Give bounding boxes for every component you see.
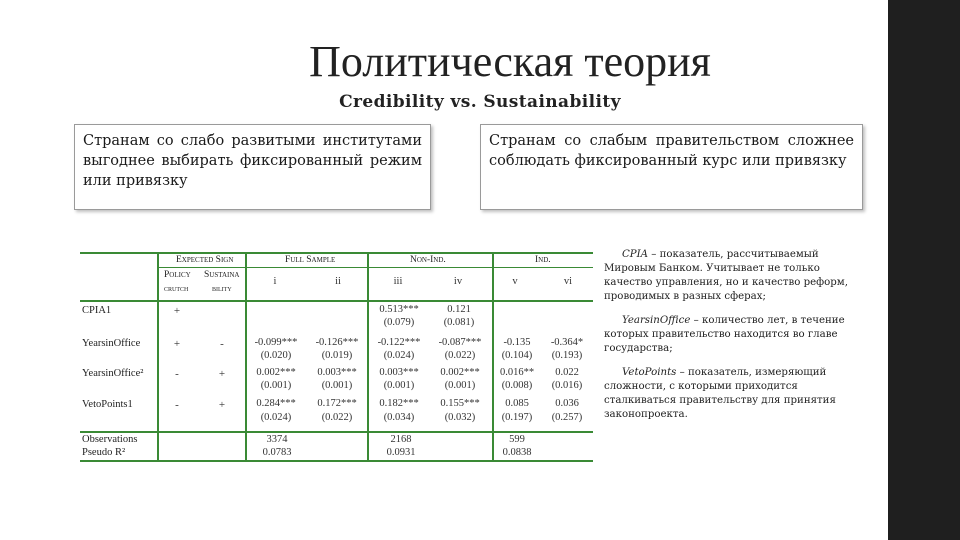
col-rule-1 <box>157 252 159 462</box>
se-cell: (0.020) <box>260 350 292 361</box>
sign-sustainability: + <box>218 368 226 380</box>
right-sidebar <box>888 0 960 540</box>
se-cell: (0.257) <box>551 412 583 423</box>
sign-sustainability: - <box>220 338 224 350</box>
row-label-observations: Observations <box>82 434 138 445</box>
se-cell: (0.034) <box>383 412 415 423</box>
observations-full: 3374 <box>266 434 288 445</box>
se-cell: (0.022) <box>321 412 353 423</box>
row-label-cpia: CPIA1 <box>82 305 112 316</box>
sign-policy: + <box>173 338 181 350</box>
pseudo-r2-full: 0.0783 <box>262 447 292 458</box>
note-text: – показатель, измеряющий сложности, с которыми приходится сталкиваться правительству для принятия законопроекта. <box>604 367 836 420</box>
se-cell: (0.019) <box>321 350 353 361</box>
row-label-pseudo-r2: Pseudo R² <box>82 447 126 458</box>
variable-notes <box>604 248 870 432</box>
se-cell: (0.008) <box>501 380 533 391</box>
sustainability-text: Странам со слабым правительством сложнее соблюдать фиксированный курс или привязку <box>489 133 854 169</box>
coef-cell: 0.022 <box>555 367 579 378</box>
sign-policy: - <box>175 368 179 380</box>
se-cell: (0.104) <box>501 350 533 361</box>
coef-cell: 0.172*** <box>317 398 357 409</box>
subheader-bility: bility <box>212 284 232 293</box>
note-cpia <box>604 248 870 304</box>
coef-cell: 0.155*** <box>440 398 480 409</box>
row-label-vetopoints: VetoPoints1 <box>82 399 133 410</box>
coef-cell: -0.126*** <box>315 337 359 348</box>
credibility-text: Странам со слабо развитыми институтами выгоднее выбирать фиксированный режим или привязку <box>83 133 422 189</box>
col-header-ii: ii <box>335 276 341 287</box>
observations-non-ind: 2168 <box>390 434 412 445</box>
se-cell: (0.016) <box>551 380 583 391</box>
coef-cell: -0.122*** <box>377 337 421 348</box>
pseudo-r2-non-ind: 0.0931 <box>386 447 416 458</box>
col-header-iv: iv <box>453 276 463 287</box>
coef-cell: 0.513*** <box>379 304 419 315</box>
observations-ind: 599 <box>509 434 525 445</box>
note-text: – показатель, рассчитываемый Мировым Банком. Учитывает не только качество управления, но и качество реформ, проводимых в разных сферах; <box>604 249 848 302</box>
note-yearsinoffice <box>604 314 870 356</box>
coef-cell: 0.016** <box>499 367 535 378</box>
se-cell: (0.001) <box>260 380 292 391</box>
se-cell: (0.079) <box>383 317 415 328</box>
subheader-crutch: crutch <box>164 284 189 293</box>
header-rule <box>158 267 593 268</box>
subheader-sustaina: Sustaina <box>204 270 240 280</box>
subheader-policy: Policy <box>164 270 191 280</box>
coef-cell: -0.364* <box>550 337 584 348</box>
sign-policy: + <box>173 305 181 317</box>
col-header-vi: vi <box>563 276 573 287</box>
se-cell: (0.001) <box>383 380 415 391</box>
note-text: – количество лет, в течение которых правительство находится во главе государства; <box>604 315 845 354</box>
slide-title: Политическая теория <box>309 37 711 86</box>
se-cell: (0.024) <box>383 350 415 361</box>
se-cell: (0.081) <box>443 317 475 328</box>
slide-subtitle: Credibility vs. Sustainability <box>339 92 621 112</box>
coef-cell: 0.121 <box>447 304 471 315</box>
coef-cell: 0.182*** <box>379 398 419 409</box>
coef-cell: -0.087*** <box>438 337 482 348</box>
sign-policy: - <box>175 399 179 411</box>
col-header-i: i <box>273 276 277 287</box>
header-non-ind: Non-Ind. <box>410 255 446 265</box>
coef-cell: -0.135 <box>503 337 531 348</box>
se-cell: (0.022) <box>444 350 476 361</box>
credibility-box <box>74 124 431 210</box>
coef-cell: 0.085 <box>505 398 529 409</box>
col-header-v: v <box>512 276 518 287</box>
coef-cell: 0.284*** <box>256 398 296 409</box>
se-cell: (0.001) <box>444 380 476 391</box>
row-label-yearsinoffice-sq: YearsinOffice² <box>82 368 144 379</box>
pseudo-r2-ind: 0.0838 <box>502 447 532 458</box>
col-header-iii: iii <box>393 276 403 287</box>
header-full-sample: Full Sample <box>285 255 336 265</box>
coef-cell: 0.036 <box>555 398 579 409</box>
col-rule-3 <box>367 252 369 462</box>
sustainability-box <box>480 124 863 210</box>
row-label-yearsinoffice: YearsinOffice <box>82 338 141 349</box>
note-term: VetoPoints <box>622 367 677 378</box>
note-vetopoints <box>604 366 870 422</box>
se-cell: (0.193) <box>551 350 583 361</box>
header-expected-sign: Expected Sign <box>176 255 234 265</box>
note-term: CPIA <box>622 249 649 260</box>
se-cell: (0.032) <box>444 412 476 423</box>
sign-sustainability: + <box>218 399 226 411</box>
regression-table <box>80 248 593 463</box>
coef-cell: 0.002*** <box>256 367 296 378</box>
coef-cell: -0.099*** <box>254 337 298 348</box>
coef-cell: 0.003*** <box>379 367 419 378</box>
note-term: YearsinOffice <box>622 315 691 326</box>
se-cell: (0.197) <box>501 412 533 423</box>
se-cell: (0.024) <box>260 412 292 423</box>
se-cell: (0.001) <box>321 380 353 391</box>
coef-cell: 0.002*** <box>440 367 480 378</box>
coef-cell: 0.003*** <box>317 367 357 378</box>
header-ind: Ind. <box>535 255 551 265</box>
